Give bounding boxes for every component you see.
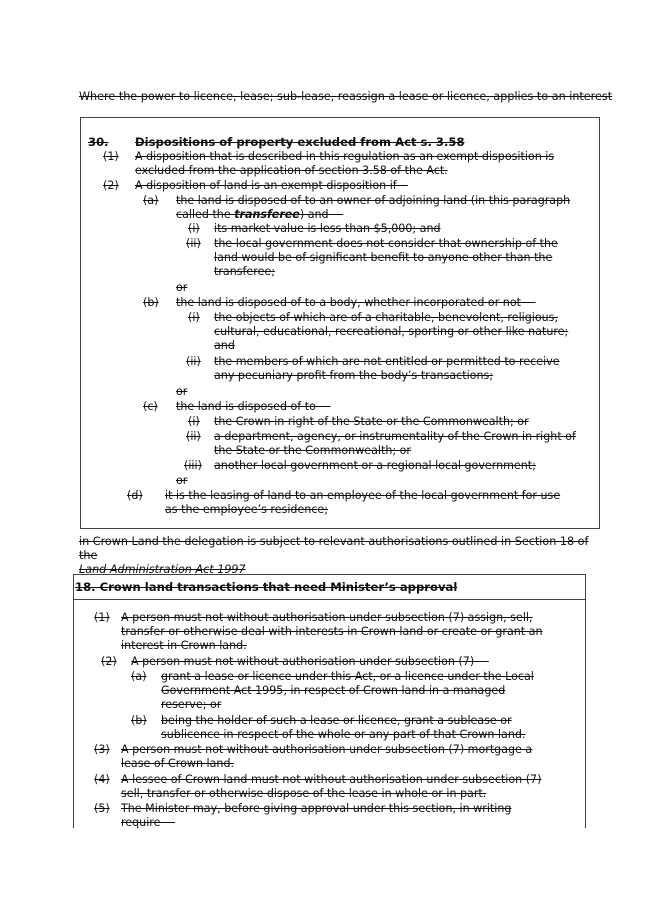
reg30-b-label: (b) <box>143 296 159 309</box>
sec18-p3-label: (3) <box>94 743 110 756</box>
sec18-p4-line: sell, transfer or otherwise dispose of the lease in whole or in part. <box>121 787 487 800</box>
reg30-a-i-label: (i) <box>188 222 200 235</box>
reg30-d-line: as the employee’s residence; <box>165 503 328 516</box>
reg30-or-2: or <box>176 385 188 398</box>
reg30-or-3: or <box>176 474 188 487</box>
reg30-p1-label: (1) <box>103 150 119 163</box>
sec18-a-line: Government Act 1995, in respect of Crown land in a managed <box>161 684 506 697</box>
reg30-b-ii-line: any pecuniary profit from the body’s transactions; <box>214 369 494 382</box>
sec18-p1-line: interest in Crown land. <box>121 639 247 652</box>
reg30-c-label: (c) <box>143 400 158 413</box>
intro-text: Where the power to licence, lease; sub-lease, reassign a lease or licence, applies to an interest <box>79 90 613 103</box>
reg30-b-ii-label: (ii) <box>186 355 201 368</box>
reg30-d-line: it is the leasing of land to an employee of the local government for use <box>165 489 561 502</box>
sec18-p2-label: (2) <box>101 655 117 668</box>
reg30-a-line2-pre: called the <box>176 208 235 221</box>
reg30-a-ii-line: land would be of significant benefit to anyone other than the <box>214 251 553 264</box>
reg30-or-1: or <box>176 281 188 294</box>
reg30-a-line2 <box>176 208 343 222</box>
sec18-p1-line: transfer or otherwise deal with interests in Crown land or create or grant an <box>121 625 543 638</box>
reg30-p1-line: excluded from the application of section 3.58 of the Act. <box>135 164 448 177</box>
sec18-a-line: reserve; or <box>161 698 222 711</box>
sec18-p5-line: require — <box>121 816 176 829</box>
reg30-d-label: (d) <box>127 489 143 502</box>
reg30-a-ii-line: transferee; <box>214 265 275 278</box>
reg30-c-ii-label: (ii) <box>186 430 201 443</box>
section-18-divider <box>73 599 586 600</box>
sec18-b-label: (b) <box>131 714 147 727</box>
reg30-number: 30. <box>88 135 109 149</box>
sec18-p5-line: The Minister may, before giving approval under this section, in writing <box>121 802 512 815</box>
sec18-p5-label: (5) <box>94 802 110 815</box>
reg30-b-i-label: (i) <box>188 311 200 324</box>
reg30-p2-text: A disposition of land is an exempt disposition if— <box>135 179 408 192</box>
sec18-p3-line: A person must not without authorisation under subsection (7) mortgage a <box>121 743 533 756</box>
sec18-p4-label: (4) <box>94 773 110 786</box>
reg30-b-i-line: the objects of which are of a charitable, benevolent, religious, <box>214 311 558 324</box>
sec18-p1-line: A person must not without authorisation under subsection (7) assign, sell, <box>121 611 533 624</box>
reg30-b-i-line: and <box>214 339 235 352</box>
transferee-term: transferee <box>234 208 300 221</box>
reg30-title: Dispositions of property excluded from Act s. 3.58 <box>135 135 465 149</box>
act-name: Land Administration Act 1997 <box>79 563 246 576</box>
sec18-b-line: sublicence in respect of the whole or any part of that Crown land. <box>161 728 526 741</box>
reg30-a-line2-post: ) and — <box>299 208 344 221</box>
reg30-c-i-label: (i) <box>188 415 200 428</box>
sec18-a-line: grant a lease or licence under this Act, or a licence under the Local <box>161 670 534 683</box>
sec18-title: 18. Crown land transactions that need Minister’s approval <box>75 580 458 594</box>
reg30-p2-label: (2) <box>103 179 119 192</box>
reg30-c-ii-line: a department, agency, or instrumentality of the Crown in right of <box>214 430 576 443</box>
reg30-a-ii-label: (ii) <box>186 237 201 250</box>
crown-land-note <box>79 535 589 577</box>
sec18-a-label: (a) <box>131 670 147 683</box>
sec18-p3-line: lease of Crown land. <box>121 757 235 770</box>
reg30-a-i-line: its market value is less than $5,000; and <box>214 222 441 235</box>
reg30-c-ii-line: the State or the Commonwealth; or <box>214 444 411 457</box>
reg30-a-label: (a) <box>143 194 159 207</box>
reg30-b-text: the land is disposed of to a body, whether incorporated or not — <box>176 296 536 309</box>
reg30-p1-line: A disposition that is described in this regulation as an exempt disposition is <box>135 150 555 163</box>
reg30-c-iii-label: (iii) <box>184 459 202 472</box>
sec18-b-line: being the holder of such a lease or licence, grant a sublease or <box>161 714 512 727</box>
sec18-p2-text: A person must not without authorisation under subsection (7) — <box>131 655 489 668</box>
reg30-a-ii-line: the local government does not consider that ownership of the <box>214 237 558 250</box>
reg30-a-line1: the land is disposed of to an owner of adjoining land (in this paragraph <box>176 194 571 207</box>
sec18-p4-line: A lessee of Crown land must not without authorisation under subsection (7) <box>121 773 542 786</box>
crown-land-note-line: in Crown Land the delegation is subject to relevant authorisations outlined in Section 18 of the <box>79 535 589 562</box>
reg30-c-text: the land is disposed of to — <box>176 400 331 413</box>
reg30-c-iii-line: another local government or a regional local government; <box>214 459 536 472</box>
reg30-b-ii-line: the members of which are not entitled or permitted to receive <box>214 355 560 368</box>
reg30-b-i-line: cultural, educational, recreational, sporting or other like nature; <box>214 325 569 338</box>
reg30-c-i-line: the Crown in right of the State or the Commonwealth; or <box>214 415 529 428</box>
sec18-p1-label: (1) <box>94 611 110 624</box>
